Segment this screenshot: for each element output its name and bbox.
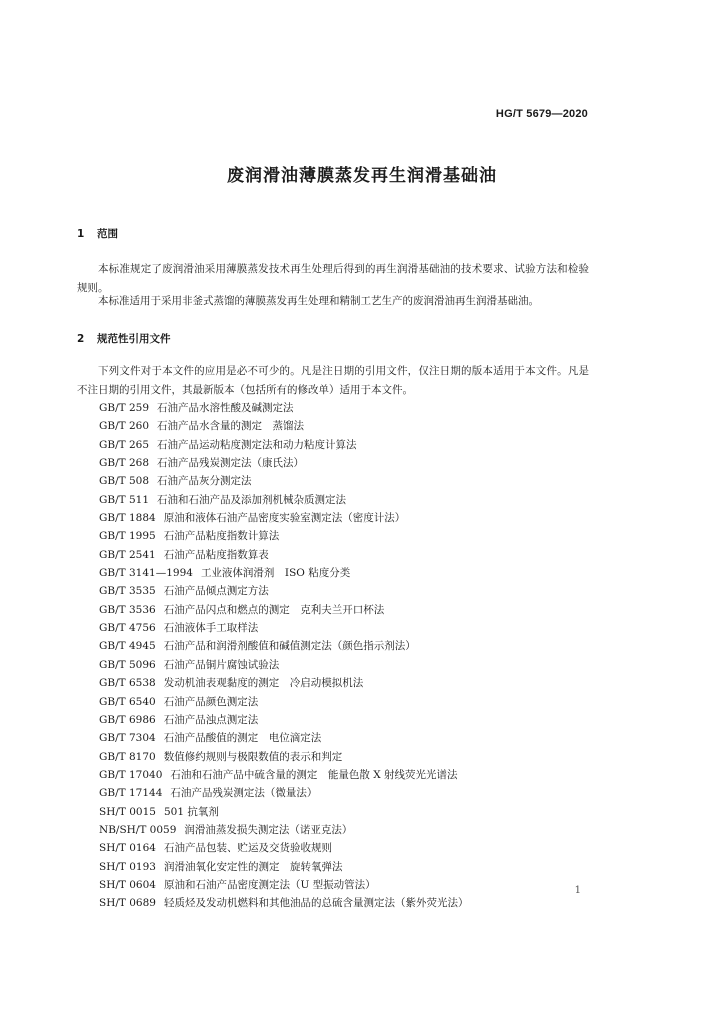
reference-item [99, 399, 468, 417]
reference-title: 石油产品残炭测定法（微量法） [170, 787, 318, 800]
reference-item [99, 858, 468, 876]
reference-code: GB/T 260 [99, 420, 150, 433]
reference-item [99, 711, 468, 729]
reference-title: 石油产品倾点测定方法 [163, 585, 269, 598]
reference-code: GB/T 508 [99, 475, 150, 488]
reference-code: GB/T 1884 [99, 512, 156, 525]
reference-title: 501 抗氧剂 [163, 805, 219, 818]
reference-item [99, 656, 468, 674]
reference-code: GB/T 4756 [99, 622, 156, 635]
reference-item [99, 821, 468, 839]
reference-code: SH/T 0015 [99, 805, 156, 818]
reference-title: 石油产品酸值的测定 电位滴定法 [163, 732, 322, 745]
reference-code: GB/T 8170 [99, 750, 156, 763]
reference-item [99, 729, 468, 747]
reference-title: 石油产品浊点测定法 [163, 713, 259, 726]
reference-item [99, 582, 468, 600]
reference-title: 石油产品粘度指数计算法 [163, 530, 280, 543]
reference-code: GB/T 6538 [99, 677, 156, 690]
section-2-title: 规范性引用文件 [97, 333, 171, 345]
reference-code: GB/T 1995 [99, 530, 156, 543]
reference-title: 轻质烃及发动机燃料和其他油品的总硫含量测定法（紫外荧光法） [163, 897, 469, 910]
reference-title: 石油产品水溶性酸及碱测定法 [157, 402, 294, 414]
reference-item [99, 637, 468, 655]
reference-code: GB/T 268 [99, 457, 150, 470]
reference-item [99, 546, 468, 564]
reference-code: SH/T 0164 [99, 842, 156, 855]
section-1-paragraph-2: 本标准适用于采用非釜式蒸馏的薄膜蒸发再生处理和精制工艺生产的废润滑油再生润滑基础油。 [98, 295, 539, 307]
reference-title: 石油产品颜色测定法 [163, 695, 259, 708]
document-title: 废润滑油薄膜蒸发再生润滑基础油 [227, 166, 497, 186]
reference-code: GB/T 259 [99, 402, 150, 414]
reference-code: GB/T 511 [99, 493, 150, 506]
reference-item [99, 876, 468, 894]
section-1-paragraph-1: 本标准规定了废润滑油采用薄膜蒸发技术再生处理后得到的再生润滑基础油的技术要求、试验方法和检验规则。 [77, 263, 589, 294]
reference-title: 石油和石油产品中硫含量的测定 能量色散 X 射线荧光光谱法 [170, 768, 458, 781]
reference-item [99, 766, 468, 784]
reference-code: SH/T 0689 [99, 897, 156, 910]
reference-code: GB/T 17040 [99, 768, 163, 781]
reference-item [99, 454, 468, 472]
section-2-heading [77, 331, 171, 346]
reference-title: 原油和液体石油产品密度实验室测定法（密度计法） [163, 512, 406, 525]
section-2-intro: 下列文件对于本文件的应用是必不可少的。凡是注日期的引用文件，仅注日期的版本适用于本文件。凡是不注日期的引用文件，其最新版本（包括所有的修改单）适用于本文件。 [77, 365, 589, 396]
reference-title: 石油产品水含量的测定 蒸馏法 [157, 420, 305, 433]
reference-code: GB/T 17144 [99, 787, 163, 800]
reference-title: 石油产品包装、贮运及交货验收规则 [163, 842, 332, 855]
reference-code: GB/T 3535 [99, 585, 156, 598]
reference-item [99, 564, 468, 582]
reference-code: GB/T 3536 [99, 603, 156, 616]
reference-title: 石油液体手工取样法 [163, 622, 259, 635]
reference-item [99, 619, 468, 637]
reference-title: 石油产品灰分测定法 [157, 475, 252, 488]
reference-title: 石油产品运动粘度测定法和动力粘度计算法 [157, 438, 357, 451]
reference-code: GB/T 3141—1994 [99, 567, 193, 580]
reference-code: SH/T 0193 [99, 860, 156, 873]
reference-code: SH/T 0604 [99, 878, 156, 891]
reference-item [99, 693, 468, 711]
section-1-title: 范围 [97, 228, 118, 240]
reference-code: GB/T 4945 [99, 640, 156, 653]
reference-item [99, 527, 468, 545]
reference-title: 润滑油蒸发损失测定法（诺亚克法） [184, 823, 353, 836]
reference-code: GB/T 265 [99, 438, 150, 451]
reference-item [99, 417, 468, 435]
reference-title: 工业液体润滑剂 ISO 粘度分类 [200, 567, 351, 580]
reference-item [99, 436, 468, 454]
reference-title: 石油产品铜片腐蚀试验法 [163, 658, 280, 671]
page-number: 1 [574, 885, 581, 896]
section-1-number: 1 [77, 228, 85, 240]
reference-code: GB/T 6986 [99, 713, 156, 726]
reference-code: GB/T 6540 [99, 695, 156, 708]
reference-item [99, 472, 468, 490]
section-2-number: 2 [77, 333, 85, 345]
reference-item [99, 839, 468, 857]
reference-item [99, 803, 468, 821]
reference-title: 石油产品粘度指数算表 [163, 548, 269, 561]
reference-title: 原油和石油产品密度测定法（U 型振动管法） [163, 878, 376, 891]
standard-code: HG/T 5679—2020 [495, 108, 588, 120]
reference-title: 石油和石油产品及添加剂机械杂质测定法 [157, 493, 347, 506]
reference-item [99, 894, 468, 912]
section-1-heading [77, 226, 118, 241]
reference-item [99, 601, 468, 619]
reference-item [99, 509, 468, 527]
reference-title: 石油产品残炭测定法（康氏法） [157, 457, 305, 470]
reference-code: NB/SH/T 0059 [99, 823, 177, 836]
reference-item [99, 784, 468, 802]
reference-item [99, 748, 468, 766]
reference-title: 润滑油氧化安定性的测定 旋转氧弹法 [163, 860, 343, 873]
reference-item [99, 674, 468, 692]
reference-code: GB/T 5096 [99, 658, 156, 671]
reference-list [99, 399, 468, 913]
reference-title: 石油产品和润滑剂酸值和碱值测定法（颜色指示剂法） [163, 640, 416, 653]
reference-title: 数值修约规则与极限数值的表示和判定 [163, 750, 343, 763]
reference-title: 发动机油表观黏度的测定 冷启动模拟机法 [163, 677, 364, 690]
reference-item [99, 491, 468, 509]
reference-code: GB/T 2541 [99, 548, 156, 561]
reference-title: 石油产品闪点和燃点的测定 克利夫兰开口杯法 [163, 603, 385, 616]
reference-code: GB/T 7304 [99, 732, 156, 745]
